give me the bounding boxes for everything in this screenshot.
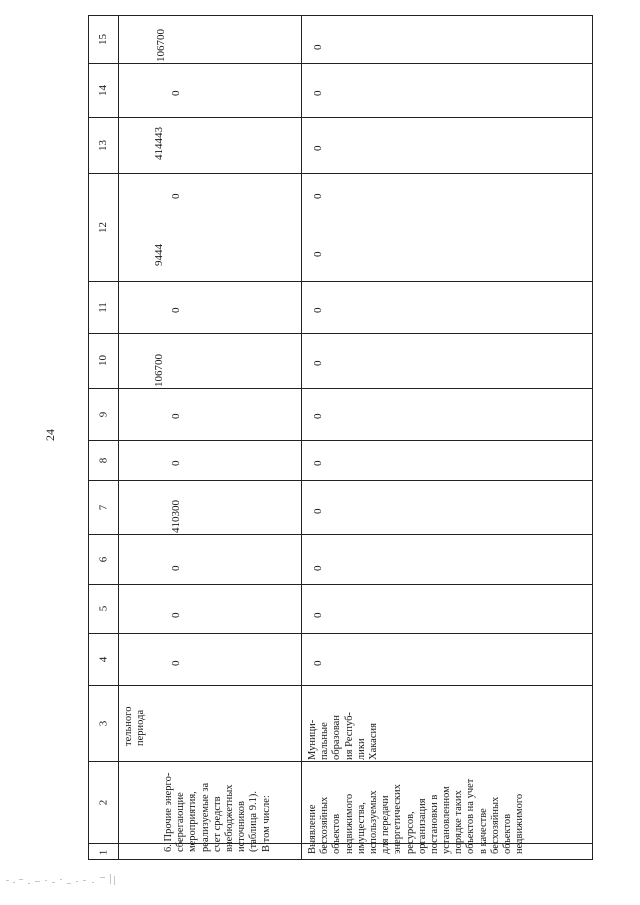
column-header: 14	[97, 84, 109, 96]
column-header: 7	[97, 504, 109, 510]
column-header: 9	[97, 411, 109, 417]
row-6-cell-5: 0	[170, 565, 182, 571]
scan-noise-decoration	[4, 872, 122, 888]
row-7-cell-4: 0	[312, 612, 324, 618]
rotated-data-table	[88, 15, 593, 860]
column-header: 15	[97, 34, 109, 45]
column-header: 12	[97, 221, 109, 233]
column-header: 5	[97, 605, 109, 612]
column-header: 6	[97, 556, 109, 562]
column-header: 13	[97, 139, 109, 151]
row-7-cell-15: 0	[312, 44, 324, 50]
column-header: 4	[97, 656, 109, 662]
row-6-cell-14: 0	[170, 90, 182, 96]
row-7-cell-12: 0	[312, 193, 324, 199]
row-6-cell-8: 0	[170, 413, 182, 419]
row-7-col1-description: Выявление бесхозяйных объектов недвижимого имущества, используемых для передачи энергетических ресурсов, организация постановки в установленном порядке таких объектов на учет в качестве бесхозяйных объектов недвижимого	[307, 778, 526, 854]
row-7-col2-municipality: Муници- пальные образован ия Респуб- лики Хакасия	[307, 712, 379, 760]
row-7-cell-9: 0	[312, 360, 324, 366]
row-7-cell-11: 0	[312, 251, 324, 257]
row-continuation-col2: тельного периода	[123, 706, 147, 746]
row-6-cell-3: 0	[170, 660, 182, 666]
row-6-cell-9: 106700	[153, 354, 165, 387]
column-header: 3	[97, 720, 109, 726]
column-header: 10	[97, 355, 109, 366]
column-header: 1	[97, 849, 109, 855]
column-header: 2	[97, 799, 109, 805]
row-7-cell-7: 0	[312, 460, 324, 466]
row-7-cell-14: 0	[312, 90, 324, 96]
row-6-cell-10: 0	[170, 307, 182, 313]
row-7-cell-5: 0	[312, 565, 324, 571]
row-6-cell-11: 9444	[153, 244, 165, 266]
row-7-cell-6: 0	[312, 508, 324, 514]
row-7-cell-13: 0	[312, 145, 324, 151]
row-6-cell-7: 0	[170, 460, 182, 466]
column-header: 8	[97, 457, 109, 463]
row-7-cell-3: 0	[312, 660, 324, 666]
row-6-col1-description: 6. Прочие энерго- сберегающие мероприятия, реализуемые за счет средств внебюджетных источников (таблица 9.1). В том числе:	[163, 772, 272, 852]
row-7-cell-8: 0	[312, 413, 324, 419]
column-header: 11	[97, 301, 109, 313]
row-6-cell-6: 410300	[170, 500, 182, 533]
row-7-cell-10: 0	[312, 307, 324, 313]
row-6-cell-4: 0	[170, 612, 182, 618]
row-6-cell-13: 414443	[153, 127, 165, 160]
page-number: 24	[43, 429, 57, 441]
row-6-cell-12: 0	[170, 193, 182, 199]
row-6-cell-15: 106700	[155, 29, 167, 62]
